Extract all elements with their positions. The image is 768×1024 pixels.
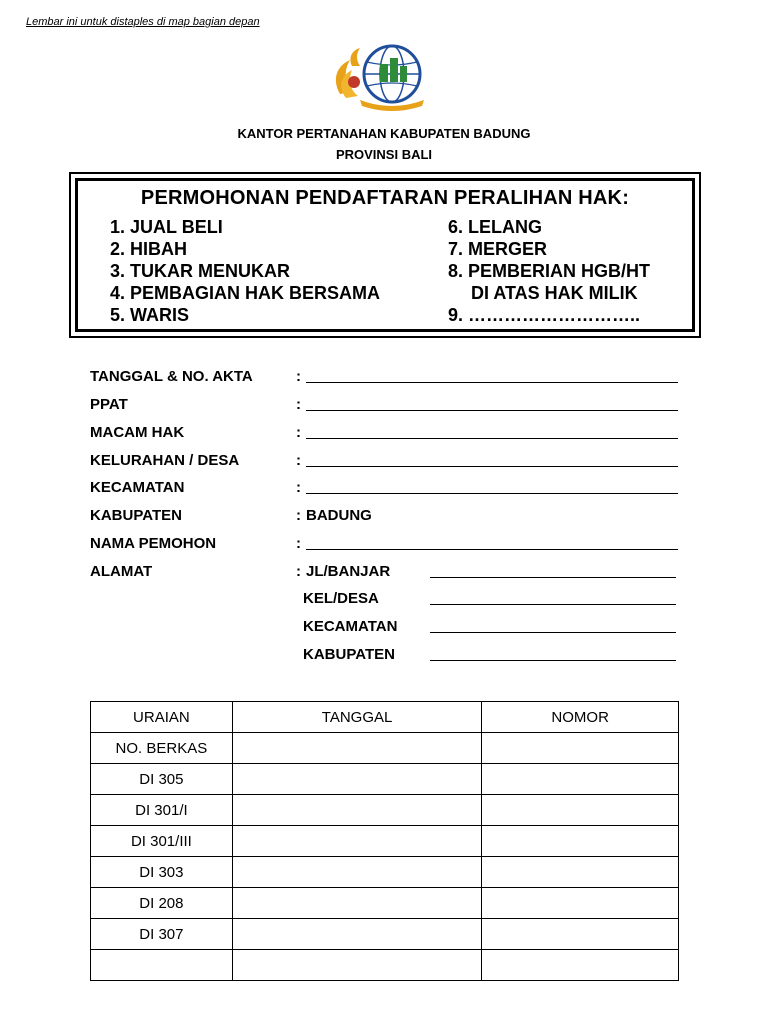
cell-uraian: DI 301/I [91,795,233,826]
cell-tanggal [232,733,482,764]
bpn-logo [330,36,436,112]
cell-uraian: DI 301/III [91,826,233,857]
field-colon: : [296,507,301,524]
table-row [91,950,679,981]
field-ppat [90,396,690,416]
field-label: TANGGAL & NO. AKTA [90,368,253,385]
table-row [91,733,679,764]
option-2: 2. HIBAH [110,239,188,259]
fill-line [306,410,678,411]
address-kel-desa [303,590,683,610]
field-value: BADUNG [306,507,372,524]
province-name: PROVINSI BALI [335,147,433,162]
cell-tanggal [232,795,482,826]
cell-nomor [482,857,679,888]
option-8-continuation: DI ATAS HAK MILIK [471,283,638,303]
cell-nomor [482,733,679,764]
option-9: 9. ……………………….. [448,305,641,325]
table-header-row [91,702,679,733]
option-6: 6. LELANG [448,217,543,237]
staple-instruction-note: Lembar ini untuk distaples di map bagian depan [26,16,260,28]
address-label: KECAMATAN [303,618,398,635]
option-4: 4. PEMBAGIAN HAK BERSAMA [110,283,381,303]
cell-tanggal [232,950,482,981]
fill-line [430,604,676,605]
fill-line [306,382,678,383]
fill-line [306,549,678,550]
field-label: KECAMATAN [90,479,185,496]
column-header-tanggal: TANGGAL [232,702,482,733]
cell-nomor [482,888,679,919]
option-3: 3. TUKAR MENUKAR [110,261,290,281]
option-8: 8. PEMBERIAN HGB/HT [448,261,651,281]
field-kecamatan [90,479,690,499]
cell-uraian: NO. BERKAS [91,733,233,764]
field-colon: : [296,563,301,580]
fill-line [430,632,676,633]
cell-uraian: DI 307 [91,919,233,950]
option-1: 1. JUAL BELI [110,217,223,237]
field-macam-hak [90,424,690,444]
cell-tanggal [232,888,482,919]
field-colon: : [296,368,301,385]
table-row [91,764,679,795]
fill-line [306,438,678,439]
field-tanggal-no-akta [90,368,690,388]
address-label: KEL/DESA [303,590,379,607]
table-row [91,795,679,826]
cell-nomor [482,795,679,826]
address-kabupaten [303,646,683,666]
field-colon: : [296,452,301,469]
field-colon: : [296,424,301,441]
column-header-nomor: NOMOR [482,702,679,733]
fill-line [430,660,676,661]
table-row [91,826,679,857]
document-register-table [90,701,679,981]
field-kabupaten [90,507,690,527]
bpn-emblem-icon [330,36,436,112]
option-7: 7. MERGER [448,239,548,259]
field-label: KELURAHAN / DESA [90,452,240,469]
field-colon: : [296,479,301,496]
address-label: JL/BANJAR [306,563,391,580]
field-colon: : [296,535,301,552]
cell-nomor [482,919,679,950]
field-label: PPAT [90,396,128,413]
office-name: KANTOR PERTANAHAN KABUPATEN BADUNG [237,126,531,141]
cell-tanggal [232,919,482,950]
table-row [91,888,679,919]
cell-tanggal [232,826,482,857]
table-row [91,919,679,950]
fill-line [430,577,676,578]
table-row [91,857,679,888]
cell-nomor [482,826,679,857]
box-title: PERMOHONAN PENDAFTARAN PERALIHAN HAK: [140,187,630,209]
cell-tanggal [232,764,482,795]
field-colon: : [296,396,301,413]
address-kecamatan [303,618,683,638]
cell-tanggal [232,857,482,888]
field-label: NAMA PEMOHON [90,535,217,552]
cell-nomor [482,950,679,981]
address-jl-banjar [306,563,686,583]
cell-uraian: DI 208 [91,888,233,919]
address-label: KABUPATEN [303,646,395,663]
cell-uraian [91,950,233,981]
field-label: MACAM HAK [90,424,185,441]
field-nama-pemohon [90,535,690,555]
transfer-type-box [69,172,701,338]
fill-line [306,466,678,467]
cell-uraian: DI 305 [91,764,233,795]
cell-nomor [482,764,679,795]
field-label: ALAMAT [90,563,153,580]
option-5: 5. WARIS [110,305,190,325]
fill-line [306,493,678,494]
cell-uraian: DI 303 [91,857,233,888]
column-header-uraian: URAIAN [91,702,233,733]
field-kelurahan-desa [90,452,690,472]
field-label: KABUPATEN [90,507,182,524]
